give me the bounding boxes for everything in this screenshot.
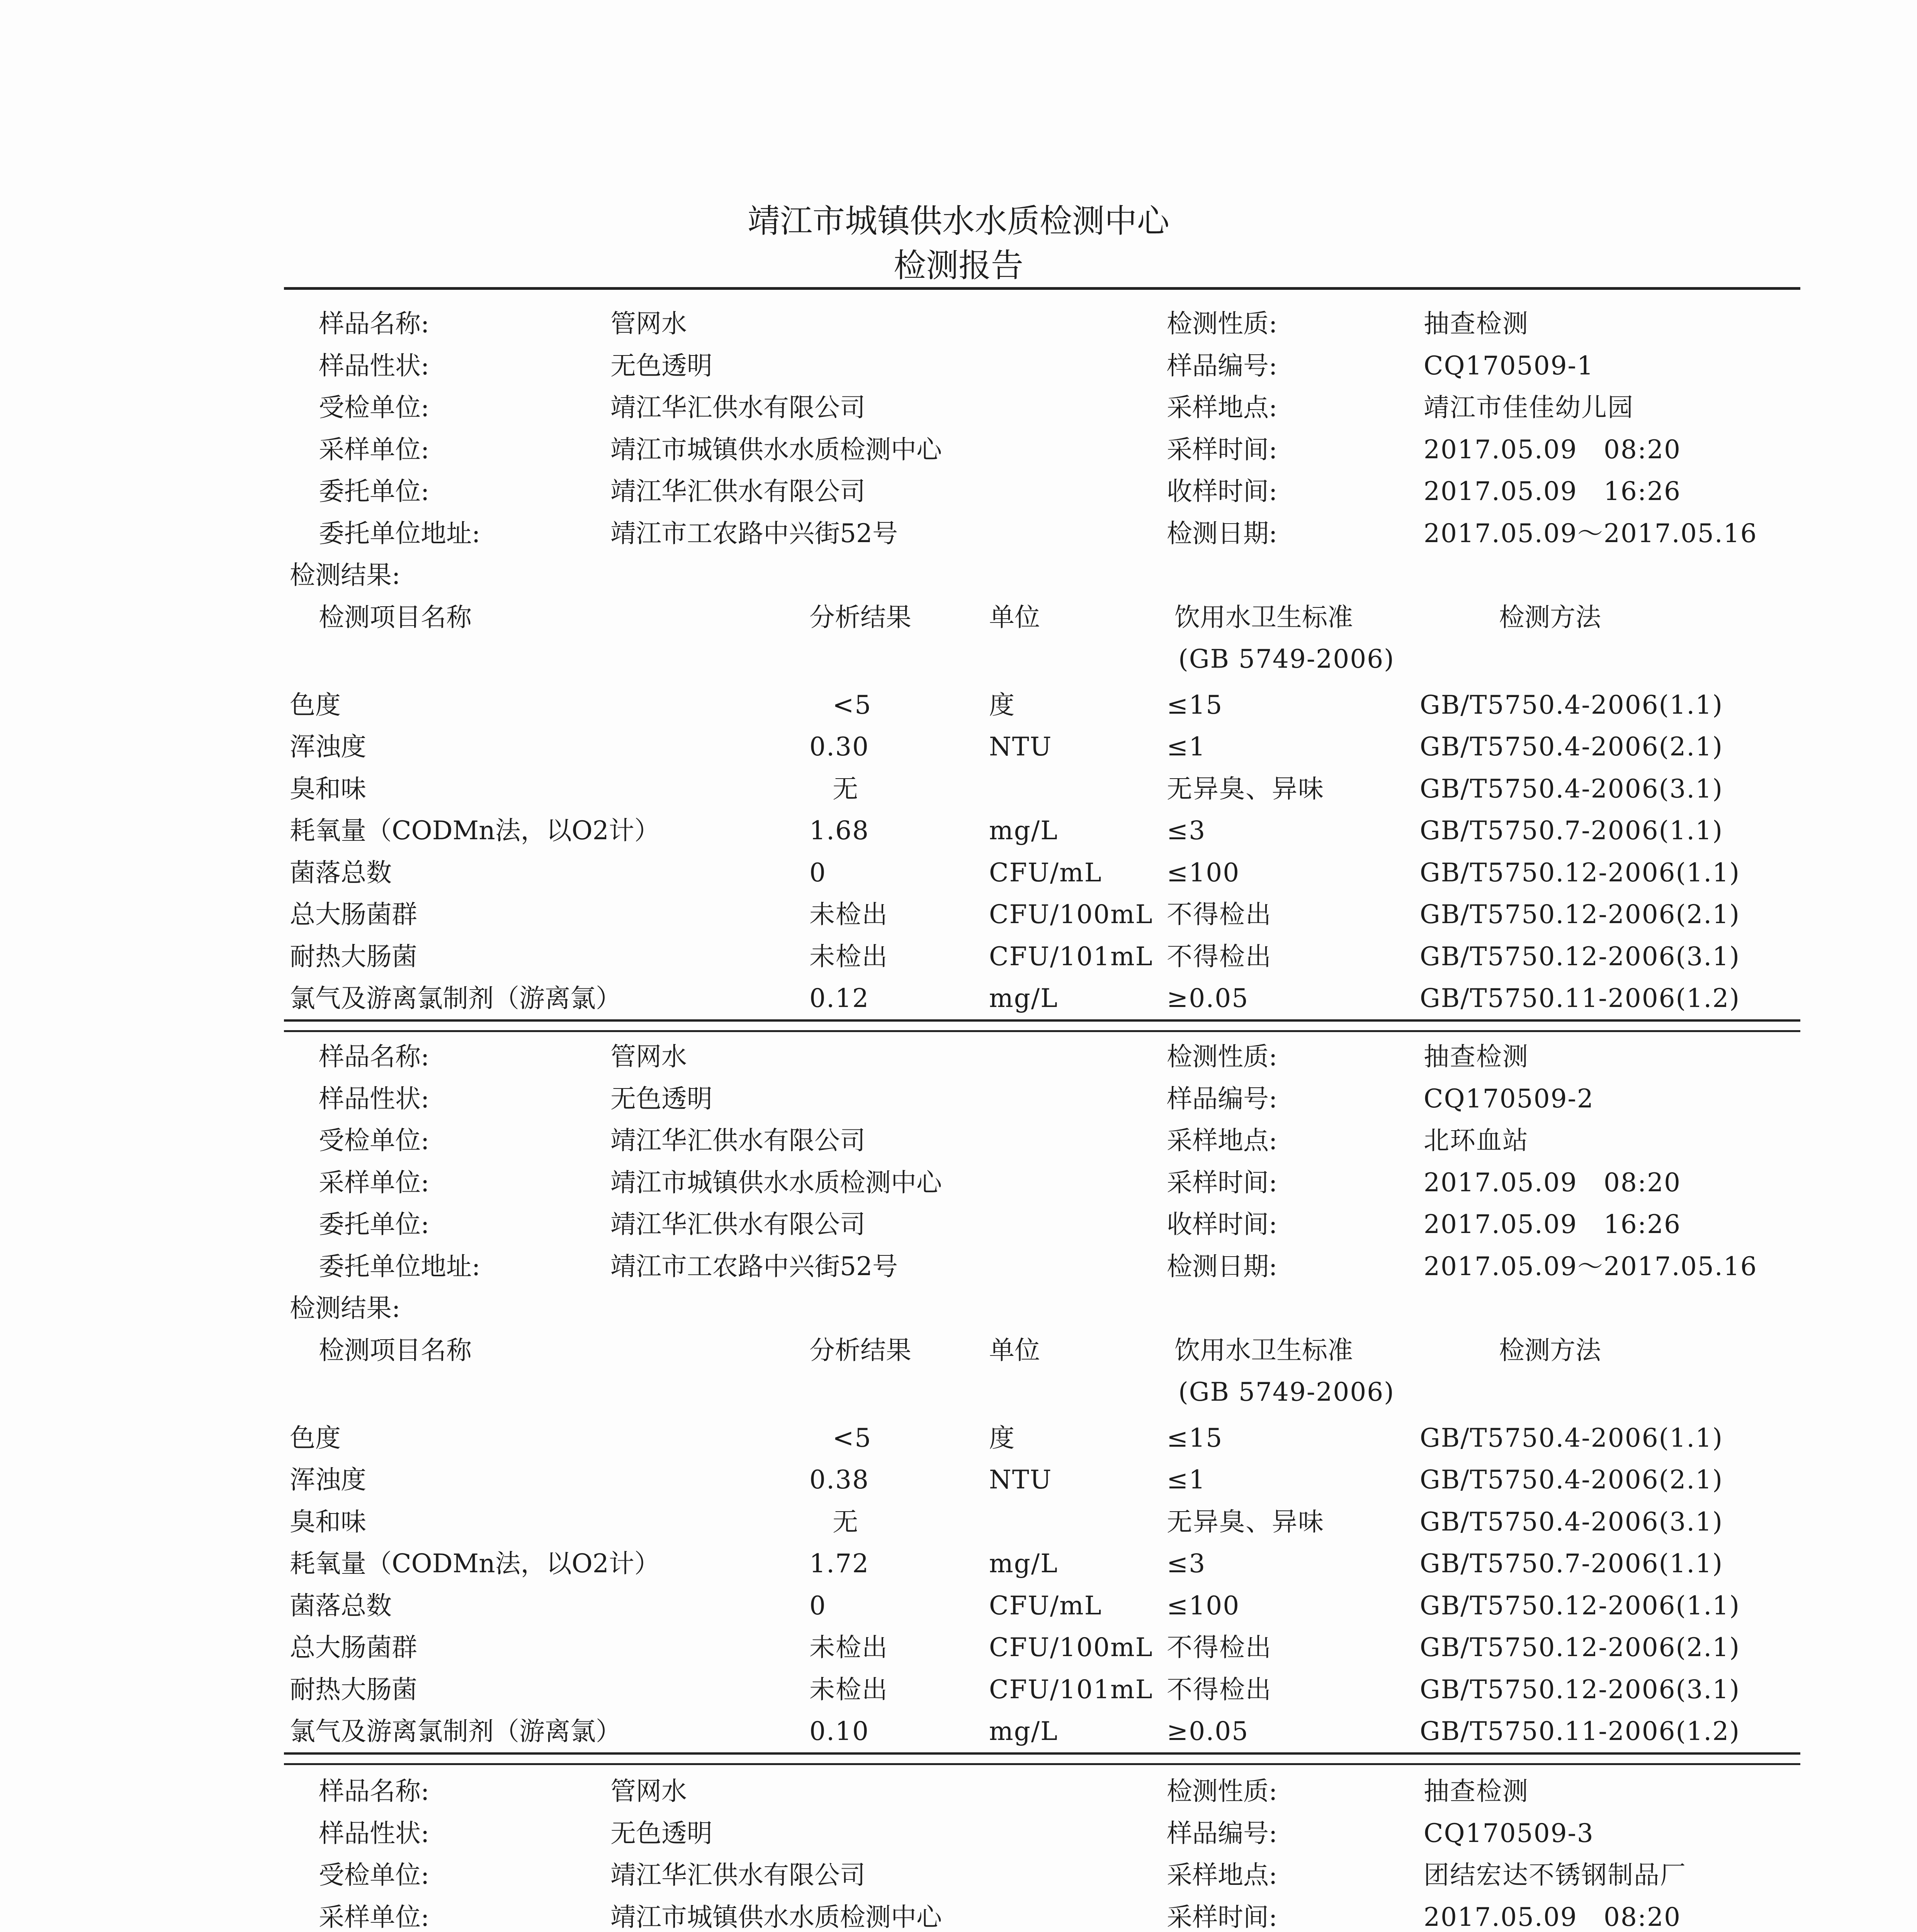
info-label-inspected_unit: 受检单位: — [319, 1126, 430, 1155]
info-value-sample_name: 管网水 — [610, 309, 687, 338]
info-label-sampling_site: 采样地点: — [1167, 1126, 1278, 1155]
info-label-test_nature: 检测性质: — [1167, 309, 1278, 338]
result-item-name: 臭和味 — [290, 1507, 366, 1537]
result-item-name: 浑浊度 — [290, 1465, 366, 1495]
result-unit: mg/L — [989, 1716, 1058, 1746]
section-separator-inner — [284, 1763, 1800, 1765]
result-method: GB/T5750.4-2006(2.1) — [1420, 1465, 1723, 1495]
result-method: GB/T5750.12-2006(1.1) — [1420, 857, 1740, 888]
result-item-name: 氯气及游离氯制剂（游离氯） — [290, 1716, 621, 1746]
info-label-sample_name: 样品名称: — [319, 1042, 430, 1071]
info-value-sample_no: CQ170509-2 — [1424, 1083, 1594, 1114]
result-unit: mg/L — [989, 983, 1058, 1013]
result-method: GB/T5750.11-2006(1.2) — [1420, 983, 1740, 1013]
result-unit: CFU/mL — [989, 1590, 1102, 1621]
info-value-sampling_site: 北环血站 — [1424, 1126, 1529, 1155]
info-label-client_address: 委托单位地址: — [319, 1251, 481, 1281]
info-label-receiving_time: 收样时间: — [1167, 476, 1278, 506]
result-item-name: 耗氧量（CODMn法，以O2计） — [290, 1549, 660, 1578]
info-label-test_nature: 检测性质: — [1167, 1042, 1278, 1071]
info-value-sampling_time: 2017.05.09 08:20 — [1424, 1902, 1681, 1932]
info-label-sampling_unit: 采样单位: — [319, 1167, 430, 1197]
info-label-sample_name: 样品名称: — [319, 309, 430, 338]
result-item-name: 总大肠菌群 — [290, 1633, 417, 1662]
col-header-unit: 单位 — [989, 602, 1040, 632]
info-label-sample_no: 样品编号: — [1167, 1083, 1278, 1114]
info-value-test_date: 2017.05.09～2017.05.16 — [1424, 1251, 1757, 1281]
section-separator — [284, 1019, 1800, 1022]
result-unit: mg/L — [989, 1549, 1058, 1578]
result-value: <5 — [833, 690, 872, 720]
col-header-standard: 饮用水卫生标准 — [1174, 1335, 1353, 1365]
result-item-name: 浑浊度 — [290, 732, 366, 762]
section-separator-inner — [284, 1030, 1800, 1032]
info-value-sampling_unit: 靖江市城镇供水水质检测中心 — [610, 434, 942, 464]
info-value-client_unit: 靖江华汇供水有限公司 — [610, 1209, 865, 1239]
result-method: GB/T5750.12-2006(2.1) — [1420, 1633, 1740, 1662]
result-unit: 度 — [989, 690, 1015, 720]
result-method: GB/T5750.4-2006(1.1) — [1420, 690, 1723, 720]
result-standard: 不得检出 — [1167, 900, 1272, 929]
info-label-sampling_site: 采样地点: — [1167, 1860, 1278, 1890]
result-value: 未检出 — [809, 900, 888, 929]
result-standard: ≥0.05 — [1167, 983, 1249, 1013]
result-value: 1.72 — [809, 1549, 869, 1578]
info-label-client_unit: 委托单位: — [319, 476, 430, 506]
info-value-test_date: 2017.05.09～2017.05.16 — [1424, 518, 1757, 548]
result-standard: 无异臭、异味 — [1167, 774, 1324, 804]
result-method: GB/T5750.12-2006(1.1) — [1420, 1590, 1740, 1621]
top-rule — [284, 287, 1800, 290]
result-unit: CFU/100mL — [989, 900, 1153, 929]
result-unit: CFU/101mL — [989, 1674, 1153, 1704]
result-standard: 无异臭、异味 — [1167, 1507, 1324, 1537]
result-value: 0.38 — [809, 1465, 869, 1495]
result-value: 0.10 — [809, 1716, 869, 1746]
result-method: GB/T5750.4-2006(1.1) — [1420, 1423, 1723, 1453]
results-label: 检测结果: — [290, 560, 401, 590]
result-method: GB/T5750.7-2006(1.1) — [1420, 1549, 1723, 1578]
result-method: GB/T5750.12-2006(2.1) — [1420, 900, 1740, 929]
info-value-test_nature: 抽查检测 — [1424, 1776, 1529, 1806]
result-item-name: 氯气及游离氯制剂（游离氯） — [290, 983, 621, 1013]
col-header-standard: 饮用水卫生标准 — [1174, 602, 1353, 632]
info-value-sample_state: 无色透明 — [610, 350, 712, 381]
result-standard: ≥0.05 — [1167, 1716, 1249, 1746]
result-standard: ≤1 — [1167, 1465, 1206, 1495]
info-label-receiving_time: 收样时间: — [1167, 1209, 1278, 1239]
info-value-sampling_site: 团结宏达不锈钢制品厂 — [1424, 1860, 1686, 1890]
info-label-test_nature: 检测性质: — [1167, 1776, 1278, 1806]
info-value-sample_name: 管网水 — [610, 1042, 687, 1071]
result-value: <5 — [833, 1423, 872, 1453]
info-label-sampling_time: 采样时间: — [1167, 1902, 1278, 1932]
result-standard: 不得检出 — [1167, 1633, 1272, 1662]
section-separator — [284, 1752, 1800, 1755]
result-value: 未检出 — [809, 1633, 888, 1662]
result-item-name: 色度 — [290, 1423, 341, 1453]
info-value-sampling_unit: 靖江市城镇供水水质检测中心 — [610, 1167, 942, 1197]
result-method: GB/T5750.4-2006(3.1) — [1420, 1507, 1723, 1537]
info-value-test_nature: 抽查检测 — [1424, 309, 1529, 338]
info-label-sample_no: 样品编号: — [1167, 350, 1278, 381]
info-label-client_unit: 委托单位: — [319, 1209, 430, 1239]
result-item-name: 耐热大肠菌 — [290, 941, 417, 971]
result-standard: ≤15 — [1167, 1423, 1223, 1453]
info-label-inspected_unit: 受检单位: — [319, 1860, 430, 1890]
info-value-inspected_unit: 靖江华汇供水有限公司 — [610, 1126, 865, 1155]
result-value: 1.68 — [809, 816, 869, 845]
info-label-sampling_unit: 采样单位: — [319, 1902, 430, 1932]
col-header-item: 检测项目名称 — [319, 602, 472, 632]
result-method: GB/T5750.4-2006(2.1) — [1420, 732, 1723, 762]
col-header-item: 检测项目名称 — [319, 1335, 472, 1365]
result-item-name: 臭和味 — [290, 774, 366, 804]
info-label-sampling_time: 采样时间: — [1167, 1167, 1278, 1197]
info-value-client_address: 靖江市工农路中兴街52号 — [610, 518, 898, 548]
info-value-test_nature: 抽查检测 — [1424, 1042, 1529, 1071]
result-unit: CFU/mL — [989, 857, 1102, 888]
info-label-inspected_unit: 受检单位: — [319, 393, 430, 422]
result-item-name: 耗氧量（CODMn法，以O2计） — [290, 816, 660, 845]
result-standard: ≤3 — [1167, 1549, 1206, 1578]
info-value-sampling_unit: 靖江市城镇供水水质检测中心 — [610, 1902, 942, 1932]
col-header-unit: 单位 — [989, 1335, 1040, 1365]
result-value: 0.30 — [809, 732, 869, 762]
col-header-standard-sub: (GB 5749-2006) — [1178, 1377, 1395, 1407]
result-value: 无 — [833, 774, 859, 804]
result-method: GB/T5750.12-2006(3.1) — [1420, 941, 1740, 971]
result-method: GB/T5750.4-2006(3.1) — [1420, 774, 1723, 804]
info-value-receiving_time: 2017.05.09 16:26 — [1424, 476, 1681, 506]
info-value-sampling_time: 2017.05.09 08:20 — [1424, 434, 1681, 464]
info-value-sample_no: CQ170509-1 — [1424, 350, 1594, 381]
result-value: 无 — [833, 1507, 859, 1537]
info-value-sample_state: 无色透明 — [610, 1818, 712, 1848]
info-value-inspected_unit: 靖江华汇供水有限公司 — [610, 393, 865, 422]
info-value-client_unit: 靖江华汇供水有限公司 — [610, 476, 865, 506]
result-value: 0.12 — [809, 983, 869, 1013]
result-item-name: 菌落总数 — [290, 857, 392, 888]
info-value-client_address: 靖江市工农路中兴街52号 — [610, 1251, 898, 1281]
info-value-inspected_unit: 靖江华汇供水有限公司 — [610, 1860, 865, 1890]
result-method: GB/T5750.12-2006(3.1) — [1420, 1674, 1740, 1704]
result-value: 未检出 — [809, 941, 888, 971]
result-method: GB/T5750.7-2006(1.1) — [1420, 816, 1723, 845]
result-unit: NTU — [989, 1465, 1052, 1495]
result-item-name: 菌落总数 — [290, 1590, 392, 1621]
col-header-method: 检测方法 — [1499, 1335, 1601, 1365]
result-standard: 不得检出 — [1167, 1674, 1272, 1704]
col-header-result: 分析结果 — [809, 1335, 911, 1365]
result-standard: ≤100 — [1167, 1590, 1240, 1621]
info-value-sample_state: 无色透明 — [610, 1083, 712, 1114]
info-label-sample_no: 样品编号: — [1167, 1818, 1278, 1848]
info-value-sample_no: CQ170509-3 — [1424, 1818, 1594, 1848]
info-label-sample_name: 样品名称: — [319, 1776, 430, 1806]
info-label-sample_state: 样品性状: — [319, 1083, 430, 1114]
report-title: 检测报告 — [893, 247, 1023, 284]
info-label-sample_state: 样品性状: — [319, 1818, 430, 1848]
result-item-name: 总大肠菌群 — [290, 900, 417, 929]
result-standard: ≤3 — [1167, 816, 1206, 845]
info-value-sampling_site: 靖江市佳佳幼儿园 — [1424, 393, 1634, 422]
result-unit: NTU — [989, 732, 1052, 762]
info-label-sampling_unit: 采样单位: — [319, 434, 430, 464]
info-value-receiving_time: 2017.05.09 16:26 — [1424, 1209, 1681, 1239]
result-unit: mg/L — [989, 816, 1058, 845]
info-label-test_date: 检测日期: — [1167, 518, 1278, 548]
result-standard: ≤1 — [1167, 732, 1206, 762]
results-label: 检测结果: — [290, 1293, 401, 1323]
org-title: 靖江市城镇供水水质检测中心 — [747, 202, 1169, 240]
info-value-sample_name: 管网水 — [610, 1776, 687, 1806]
result-item-name: 色度 — [290, 690, 341, 720]
result-standard: ≤15 — [1167, 690, 1223, 720]
result-value: 未检出 — [809, 1674, 888, 1704]
info-label-client_address: 委托单位地址: — [319, 518, 481, 548]
col-header-standard-sub: (GB 5749-2006) — [1178, 644, 1395, 674]
result-unit: CFU/100mL — [989, 1633, 1153, 1662]
result-standard: ≤100 — [1167, 857, 1240, 888]
info-label-test_date: 检测日期: — [1167, 1251, 1278, 1281]
result-value: 0 — [809, 1590, 826, 1621]
col-header-result: 分析结果 — [809, 602, 911, 632]
result-unit: 度 — [989, 1423, 1015, 1453]
result-standard: 不得检出 — [1167, 941, 1272, 971]
info-value-sampling_time: 2017.05.09 08:20 — [1424, 1167, 1681, 1197]
info-label-sampling_time: 采样时间: — [1167, 434, 1278, 464]
info-label-sampling_site: 采样地点: — [1167, 393, 1278, 422]
result-value: 0 — [809, 857, 826, 888]
col-header-method: 检测方法 — [1499, 602, 1601, 632]
result-method: GB/T5750.11-2006(1.2) — [1420, 1716, 1740, 1746]
result-unit: CFU/101mL — [989, 941, 1153, 971]
info-label-sample_state: 样品性状: — [319, 350, 430, 381]
result-item-name: 耐热大肠菌 — [290, 1674, 417, 1704]
